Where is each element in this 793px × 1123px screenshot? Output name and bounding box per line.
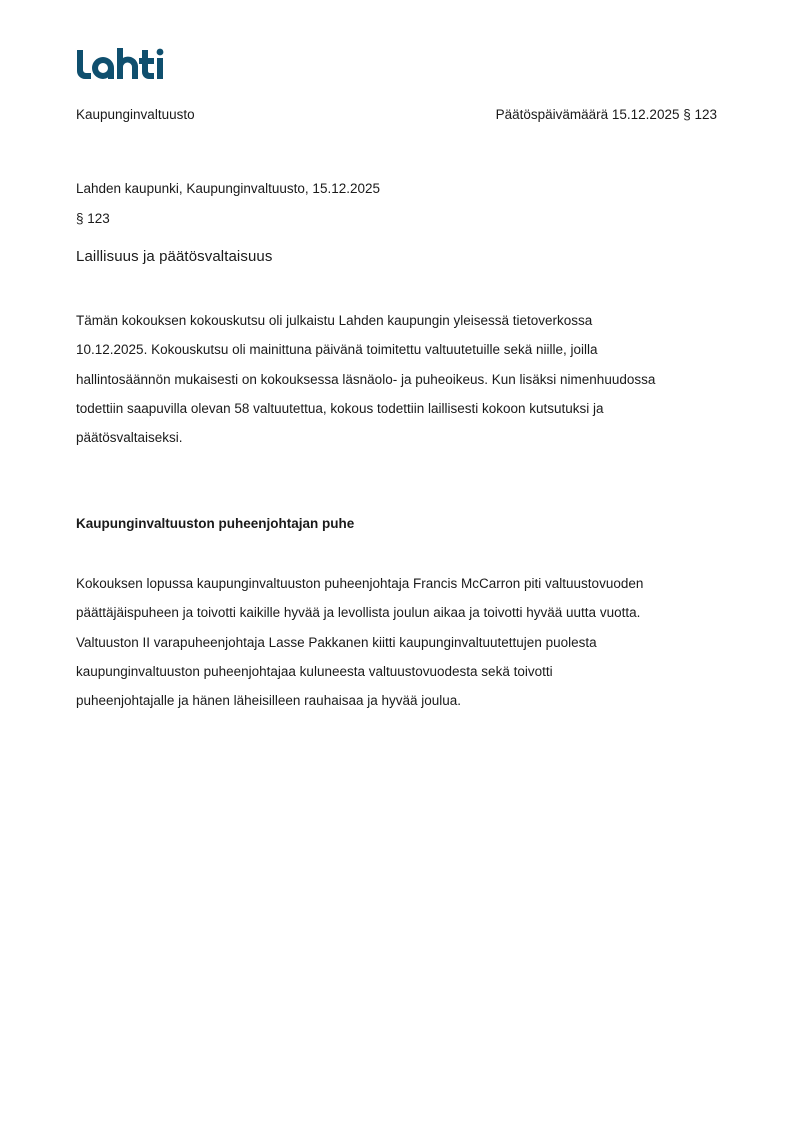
item-title: Laillisuus ja päätösvaltaisuus xyxy=(76,248,273,265)
section-subheading: Kaupunginvaltuuston puheenjohtajan puhe xyxy=(76,516,355,531)
text-line: päättäjäispuheen ja toivotti kaikille hyvää ja levollista joulun aikaa ja toivotti hyvää uutta vuotta. xyxy=(76,605,641,621)
lahti-logo xyxy=(76,44,166,82)
text-line: puheenjohtajalle ja hänen läheisilleen rauhaisaa ja hyvää joulua. xyxy=(76,693,462,709)
text-line: Valtuuston II varapuheenjohtaja Lasse Pakkanen kiitti kaupunginvaltuutettujen puolesta xyxy=(76,634,597,650)
paragraph-legality xyxy=(76,306,726,452)
lahti-logo-icon xyxy=(76,44,166,82)
text-line: 10.12.2025. Kokouskutsu oli mainittuna päivänä toimitettu valtuutetuille sekä niille, joilla xyxy=(76,342,598,358)
text-line: päätösvaltaiseksi. xyxy=(76,430,183,446)
text-line: Tämän kokouksen kokouskutsu oli julkaistu Lahden kaupungin yleisessä tietoverkossa xyxy=(76,313,593,328)
text-line: kaupunginvaltuuston puheenjohtajaa kuluneesta valtuustovuodesta sekä toivotti xyxy=(76,663,553,679)
text-line: todettiin saapuvilla olevan 58 valtuutettua, kokous todettiin laillisesti kokoon kutsutuksi ja xyxy=(76,400,604,416)
text-line: hallintosäännön mukaisesti on kokouksessa läsnäolo- ja puheoikeus. Kun lisäksi nimenhuudossa xyxy=(76,371,656,387)
paragraph-speech xyxy=(76,569,726,715)
section-number: § 123 xyxy=(76,211,110,226)
text-line: Kokouksen lopussa kaupunginvaltuuston puheenjohtaja Francis McCarron piti valtuustovuoden xyxy=(76,576,644,591)
decision-date: Päätöspäivämäärä 15.12.2025 § 123 xyxy=(495,107,717,122)
organ-name: Kaupunginvaltuusto xyxy=(76,107,195,122)
meeting-info: Lahden kaupunki, Kaupunginvaltuusto, 15.12.2025 xyxy=(76,181,381,196)
